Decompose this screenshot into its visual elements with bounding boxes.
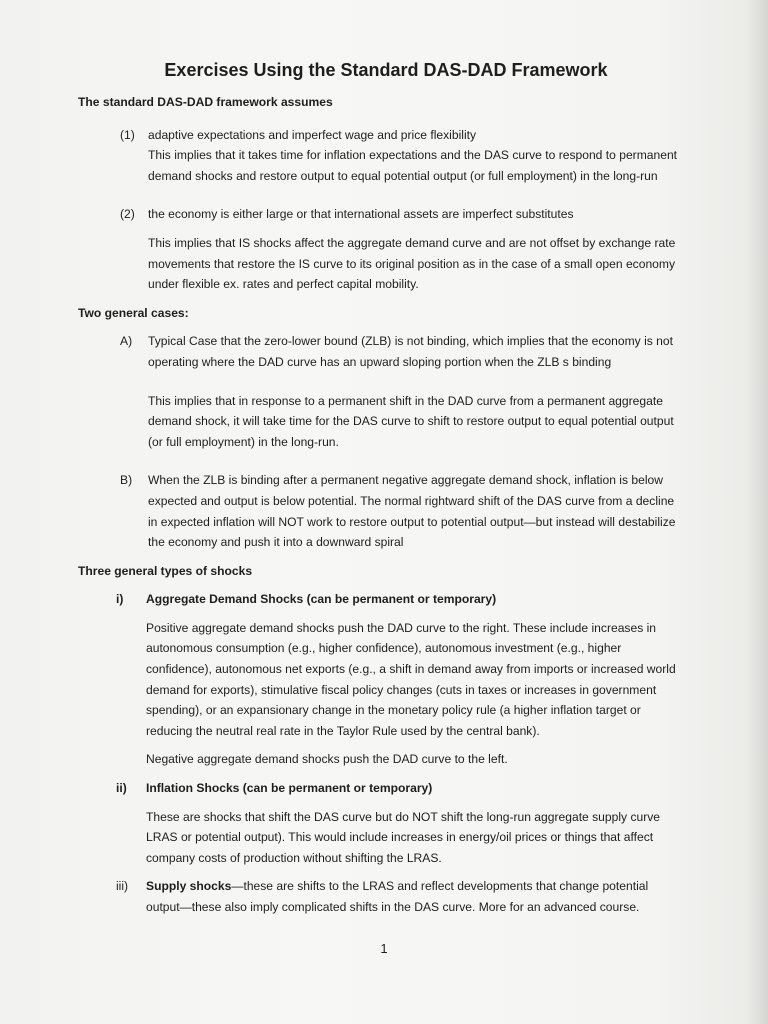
shock-inflation [78, 778, 678, 868]
shock-heading: Inflation Shocks (can be permanent or temporary) [146, 781, 433, 796]
case-b [78, 470, 678, 552]
assumption-text: the economy is either large or that international assets are imperfect substitutes [148, 207, 574, 222]
shock-aggregate-demand [78, 589, 678, 770]
case-text: When the ZLB is binding after a permanent negative aggregate demand shock, inflation is below expected and output is below potential. The normal rightward shift of the DAS curve from a decline in expected inflation will NOT work to restore output to potential output—but instead will destabilize the economy and push it into a downward spiral [148, 473, 676, 550]
list-marker: iii) [116, 879, 129, 894]
list-marker: ii) [116, 781, 127, 796]
assumption-detail: This implies that it takes time for inflation expectations and the DAS curve to respond to permanent demand shocks and restore output to equal potential output (or full employment) in the long-run [148, 148, 678, 183]
document-title: Exercises Using the Standard DAS-DAD Framework [164, 60, 608, 80]
list-marker: i) [116, 592, 124, 607]
shock-supply [78, 876, 678, 917]
case-text: Typical Case that the zero-lower bound (ZLB) is not binding, which implies that the economy is not operating where the DAD curve has an upward sloping portion when the ZLB s binding [148, 334, 673, 369]
list-marker: (2) [120, 207, 135, 222]
shock-heading: Aggregate Demand Shocks (can be permanent or temporary) [146, 592, 497, 607]
cases-heading: Two general cases: [78, 305, 189, 320]
shock-paragraph: Positive aggregate demand shocks push the DAD curve to the right. These include increases in autonomous consumption (e.g., higher confidence), autonomous investment (e.g., higher confidence), autonomous net exports (e.g., a shift in demand away from imports or increased world demand for exports), stimulative fiscal policy changes (cuts in taxes or increases in government spending), or an expansionary change in the monetary policy rule (a higher inflation target or reducing the neutral real rate in the Taylor Rule used by the central bank). [146, 620, 676, 738]
assumption-1 [78, 125, 678, 187]
shock-paragraph: Negative aggregate demand shocks push the DAD curve to the left. [146, 752, 508, 767]
list-marker: (1) [120, 127, 135, 142]
page-number: 1 [380, 941, 388, 956]
case-detail: This implies that in response to a permanent shift in the DAD curve from a permanent aggregate demand shock, it will take time for the DAS curve to shift to restore output to equal potential output (or full employment) in the long-run. [148, 393, 674, 449]
case-a [78, 331, 678, 452]
shock-paragraph: These are shocks that shift the DAS curve but do NOT shift the long-run aggregate supply curve LRAS or potential output). This would include increases in energy/oil prices or things that affect company costs of production without shifting the LRAS. [146, 809, 661, 865]
shock-text: —these are shifts to the LRAS and reflect developments that change potential output—these also imply complicated shifts in the DAS curve. More for an advanced course. [146, 879, 649, 914]
assumption-text: adaptive expectations and imperfect wage and price flexibility [148, 127, 477, 142]
document-body [78, 58, 678, 918]
assumption-detail: This implies that IS shocks affect the aggregate demand curve and are not offset by exchange rate movements that restore the IS curve to its original position as in the case of a small open economy under flexible ex. rates and perfect capital mobility. [148, 235, 676, 292]
assumption-2 [78, 204, 678, 294]
shocks-heading: Three general types of shocks [78, 563, 253, 578]
list-marker: A) [120, 334, 133, 349]
shock-paragraph [146, 876, 678, 917]
list-marker: B) [120, 473, 133, 488]
assumes-heading: The standard DAS-DAD framework assumes [78, 95, 333, 109]
shock-heading: Supply shocks [146, 879, 232, 894]
page-edge-shadow [746, 0, 768, 1024]
